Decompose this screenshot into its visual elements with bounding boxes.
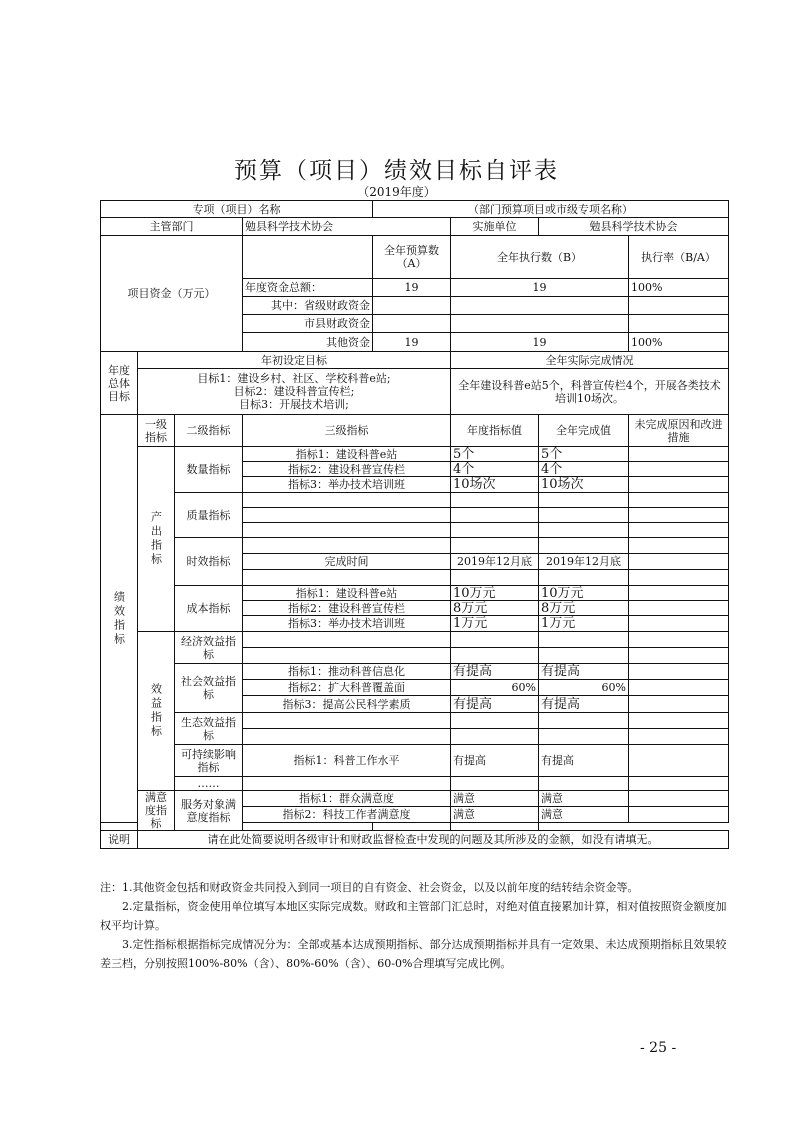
indicator-actual bbox=[539, 713, 629, 729]
indicator-name: 指标1：推动科普信息化 bbox=[243, 664, 451, 680]
sustain-label: 可持续影响指标 bbox=[175, 745, 243, 777]
indicators-label-text: 绩效指标 bbox=[112, 590, 126, 647]
economic-label: 经济效益指标 bbox=[175, 632, 243, 664]
page-subtitle: （2019年度） bbox=[357, 185, 436, 199]
funds-row-exec: 19 bbox=[451, 333, 629, 352]
indicator-target bbox=[451, 713, 539, 729]
indicator-name bbox=[243, 729, 451, 745]
funds-row-rate: 100% bbox=[629, 279, 729, 297]
page-title: 预算（项目）绩效目标自评表 bbox=[234, 158, 559, 184]
indicator-name bbox=[243, 538, 451, 554]
goals-label: 年度总体目标 bbox=[101, 352, 138, 415]
funds-row-exec: 19 bbox=[451, 279, 629, 297]
indicator-name: 指标1：群众满意度 bbox=[243, 791, 451, 807]
col-reason: 未完成原因和改进措施 bbox=[629, 415, 729, 447]
indicator-target: 满意 bbox=[451, 807, 539, 823]
quantity-label: 数量指标 bbox=[175, 447, 243, 493]
funds-row-rate: 100% bbox=[629, 333, 729, 352]
col-level3: 三级指标 bbox=[243, 415, 451, 447]
explain-row bbox=[101, 831, 729, 849]
indicator-target bbox=[451, 508, 539, 523]
indicator-actual: 有提高 bbox=[539, 745, 629, 777]
indicator-name bbox=[243, 508, 451, 523]
indicator-target bbox=[451, 523, 539, 538]
indicator-target: 有提高 bbox=[451, 664, 539, 680]
indicator-target: 5个 bbox=[451, 447, 539, 462]
indicator-row bbox=[101, 586, 729, 601]
funds-row-label: 年度资金总额： bbox=[243, 279, 373, 297]
indicator-name: 指标1：科普工作水平 bbox=[243, 745, 451, 777]
goal-line: 目标1：建设乡村、社区、学校科普e站; bbox=[197, 372, 391, 385]
indicator-name bbox=[243, 632, 451, 648]
indicator-name bbox=[243, 570, 451, 586]
col-target: 年度指标值 bbox=[451, 415, 539, 447]
indicator-reason bbox=[629, 745, 729, 777]
indicator-target bbox=[243, 823, 373, 831]
self-evaluation-table bbox=[100, 200, 729, 849]
indicator-actual: 4个 bbox=[539, 462, 629, 477]
goals-done-header: 全年实际完成情况 bbox=[451, 352, 729, 369]
goals-header-row bbox=[101, 352, 729, 369]
goal-line: 目标2：建设科普宣传栏; bbox=[233, 385, 355, 398]
satisfaction-label: 满意度指标 bbox=[138, 791, 175, 831]
indicator-actual: 满意 bbox=[539, 807, 629, 823]
indicator-reason bbox=[629, 601, 729, 616]
indicator-reason bbox=[629, 807, 729, 823]
indicator-actual: 满意 bbox=[539, 791, 629, 807]
ellipsis-label: …… bbox=[175, 777, 243, 791]
indicator-row bbox=[101, 632, 729, 648]
goals-set-content bbox=[138, 369, 451, 415]
col-level1: 一级指标 bbox=[138, 415, 175, 447]
indicator-target: 有提高 bbox=[451, 745, 539, 777]
indicator-target bbox=[451, 777, 539, 791]
indicator-reason bbox=[629, 729, 729, 745]
indicator-name: 指标2：建设科普宣传栏 bbox=[243, 601, 451, 616]
indicator-row bbox=[101, 493, 729, 508]
dept-label: 主管部门 bbox=[101, 218, 243, 236]
indicator-reason bbox=[629, 680, 729, 696]
indicator-name: 指标1：建设科普e站 bbox=[243, 447, 451, 462]
indicator-target: 2019年12月底 bbox=[451, 554, 539, 570]
indicator-target: 满意 bbox=[451, 791, 539, 807]
indicator-actual bbox=[539, 570, 629, 586]
footnote: 3.定性指标根据指标完成情况分为：全部或基本达成预期指标、部分达成预期指标并具有一定效果、未达成预期指标且效果较差三档，分别按照100%-80%（含）、80%-60%（含）、60-0%合理填写完成比例。 bbox=[100, 938, 727, 970]
indicator-target bbox=[451, 632, 539, 648]
project-name-value: （部门预算项目或市级专项名称） bbox=[373, 201, 729, 218]
funds-row-label: 市县财政资金 bbox=[243, 315, 373, 333]
indicator-actual: 60% bbox=[539, 680, 629, 696]
indicator-reason bbox=[629, 523, 729, 538]
indicator-name bbox=[243, 648, 451, 664]
indicator-reason bbox=[629, 791, 729, 807]
indicator-name: 指标1：建设科普e站 bbox=[243, 586, 451, 601]
funds-col-budget: 全年预算数（A） bbox=[373, 236, 451, 279]
indicator-target bbox=[451, 493, 539, 508]
funds-col-exec: 全年执行数（B） bbox=[451, 236, 629, 279]
impl-value: 勉县科学技术协会 bbox=[539, 218, 729, 236]
benefit-label bbox=[138, 632, 175, 791]
funds-row-budget bbox=[373, 315, 451, 333]
funds-row-rate bbox=[629, 297, 729, 315]
indicator-name: 指标3：举办技术培训班 bbox=[243, 616, 451, 632]
indicator-target: 有提高 bbox=[451, 696, 539, 713]
benefit-label-text: 效益指标 bbox=[149, 683, 163, 739]
dept-row bbox=[101, 218, 729, 236]
indicator-reason bbox=[629, 477, 729, 493]
project-name-label: 专项（项目）名称 bbox=[101, 201, 373, 218]
indicator-row bbox=[101, 745, 729, 777]
explain-label: 说明 bbox=[101, 831, 138, 849]
indicator-actual: 1万元 bbox=[539, 616, 629, 632]
indicator-actual: 10万元 bbox=[539, 586, 629, 601]
goals-content-row bbox=[101, 369, 729, 415]
indicator-actual bbox=[539, 648, 629, 664]
indicator-target bbox=[451, 648, 539, 664]
goals-done-content: 全年建设科普e站5个，科普宣传栏4个，开展各类技术培训10场次。 bbox=[451, 369, 729, 415]
quality-label: 质量指标 bbox=[175, 493, 243, 538]
indicator-reason bbox=[629, 648, 729, 664]
indicator-row bbox=[101, 664, 729, 680]
eco-label: 生态效益指标 bbox=[175, 713, 243, 745]
cost-label: 成本指标 bbox=[175, 586, 243, 632]
indicator-actual bbox=[539, 777, 629, 791]
output-label bbox=[138, 447, 175, 632]
indicator-reason bbox=[451, 823, 539, 831]
indicator-reason bbox=[629, 664, 729, 680]
funds-row-budget: 19 bbox=[373, 333, 451, 352]
indicator-name bbox=[101, 823, 175, 831]
service-label: 服务对象满意度指标 bbox=[175, 791, 243, 831]
funds-row-exec bbox=[451, 315, 629, 333]
explain-text: 请在此处简要说明各级审计和财政监督检查中发现的问题及其所涉及的金额，如没有请填无。 bbox=[138, 831, 729, 849]
indicators-header-row bbox=[101, 415, 729, 447]
indicator-row bbox=[101, 791, 729, 807]
footnote: 2.定量指标，资金使用单位填写本地区实际完成数。财政和主管部门汇总时，对绝对值直接累加计算，相对值按照资金额度加权平均计算。 bbox=[100, 900, 727, 932]
indicator-name: 完成时间 bbox=[243, 554, 451, 570]
indicator-actual: 2019年12月底 bbox=[539, 554, 629, 570]
indicator-actual bbox=[539, 538, 629, 554]
col-actual: 全年完成值 bbox=[539, 415, 629, 447]
indicator-actual bbox=[539, 508, 629, 523]
indicator-reason bbox=[629, 538, 729, 554]
indicator-actual bbox=[539, 523, 629, 538]
project-name-row bbox=[101, 201, 729, 218]
indicator-actual: 8万元 bbox=[539, 601, 629, 616]
output-label-text: 产出指标 bbox=[149, 511, 163, 567]
indicator-target: 10场次 bbox=[451, 477, 539, 493]
indicator-reason bbox=[629, 508, 729, 523]
indicator-reason bbox=[629, 713, 729, 729]
indicator-name bbox=[243, 493, 451, 508]
indicator-name: 指标2：建设科普宣传栏 bbox=[243, 462, 451, 477]
col-level2: 二级指标 bbox=[175, 415, 243, 447]
indicator-target: 60% bbox=[451, 680, 539, 696]
indicator-target: 1万元 bbox=[451, 616, 539, 632]
indicator-target: 8万元 bbox=[451, 601, 539, 616]
funds-row-label: 其他资金 bbox=[243, 333, 373, 352]
indicator-target bbox=[451, 570, 539, 586]
page-number: - 25 - bbox=[640, 1040, 677, 1056]
indicator-actual bbox=[539, 493, 629, 508]
funds-row-budget: 19 bbox=[373, 279, 451, 297]
funds-label: 项目资金（万元） bbox=[101, 236, 243, 352]
indicator-target bbox=[451, 729, 539, 745]
timeliness-label: 时效指标 bbox=[175, 538, 243, 586]
goal-line: 目标3：开展技术培训; bbox=[239, 398, 349, 411]
indicator-row bbox=[101, 777, 729, 791]
indicator-target: 4个 bbox=[451, 462, 539, 477]
funds-header-blank bbox=[243, 236, 373, 279]
indicator-reason bbox=[629, 616, 729, 632]
indicator-actual bbox=[539, 729, 629, 745]
indicator-reason bbox=[629, 462, 729, 477]
indicator-reason bbox=[629, 570, 729, 586]
indicator-actual: 5个 bbox=[539, 447, 629, 462]
funds-row-budget bbox=[373, 297, 451, 315]
funds-col-rate: 执行率（B/A） bbox=[629, 236, 729, 279]
indicator-name bbox=[243, 523, 451, 538]
indicator-reason bbox=[629, 493, 729, 508]
social-label: 社会效益指标 bbox=[175, 664, 243, 713]
indicator-name bbox=[243, 777, 451, 791]
dept-value: 勉县科学技术协会 bbox=[243, 218, 451, 236]
footnotes bbox=[100, 878, 730, 973]
indicator-reason bbox=[629, 447, 729, 462]
indicator-row bbox=[101, 447, 729, 462]
indicator-reason bbox=[629, 586, 729, 601]
funds-row-exec bbox=[451, 297, 629, 315]
indicator-actual: 10场次 bbox=[539, 477, 629, 493]
funds-header-row bbox=[101, 236, 729, 279]
indicator-reason bbox=[629, 777, 729, 791]
indicator-reason bbox=[629, 696, 729, 713]
goals-set-header: 年初设定目标 bbox=[138, 352, 451, 369]
funds-row-label: 其中：省级财政资金 bbox=[243, 297, 373, 315]
indicator-name: 指标2：科技工作者满意度 bbox=[243, 807, 451, 823]
footnote: 注：1.其他资金包括和财政资金共同投入到同一项目的自有资金、社会资金，以及以前年度的结转结余资金等。 bbox=[100, 881, 639, 894]
indicator-actual: 有提高 bbox=[539, 696, 629, 713]
indicator-row bbox=[101, 713, 729, 729]
impl-label: 实施单位 bbox=[451, 218, 539, 236]
indicator-name: 指标3：举办技术培训班 bbox=[243, 477, 451, 493]
indicator-row bbox=[101, 538, 729, 554]
indicator-actual bbox=[539, 632, 629, 648]
indicator-target bbox=[451, 538, 539, 554]
indicator-name bbox=[243, 713, 451, 729]
indicator-name: 指标3：提高公民科学素质 bbox=[243, 696, 451, 713]
indicator-reason bbox=[629, 632, 729, 648]
indicator-reason bbox=[629, 554, 729, 570]
indicator-target: 10万元 bbox=[451, 586, 539, 601]
indicator-actual: 有提高 bbox=[539, 664, 629, 680]
indicators-label bbox=[101, 415, 138, 823]
funds-row-rate bbox=[629, 315, 729, 333]
indicator-actual bbox=[373, 823, 451, 831]
indicator-name: 指标2：扩大科普覆盖面 bbox=[243, 680, 451, 696]
